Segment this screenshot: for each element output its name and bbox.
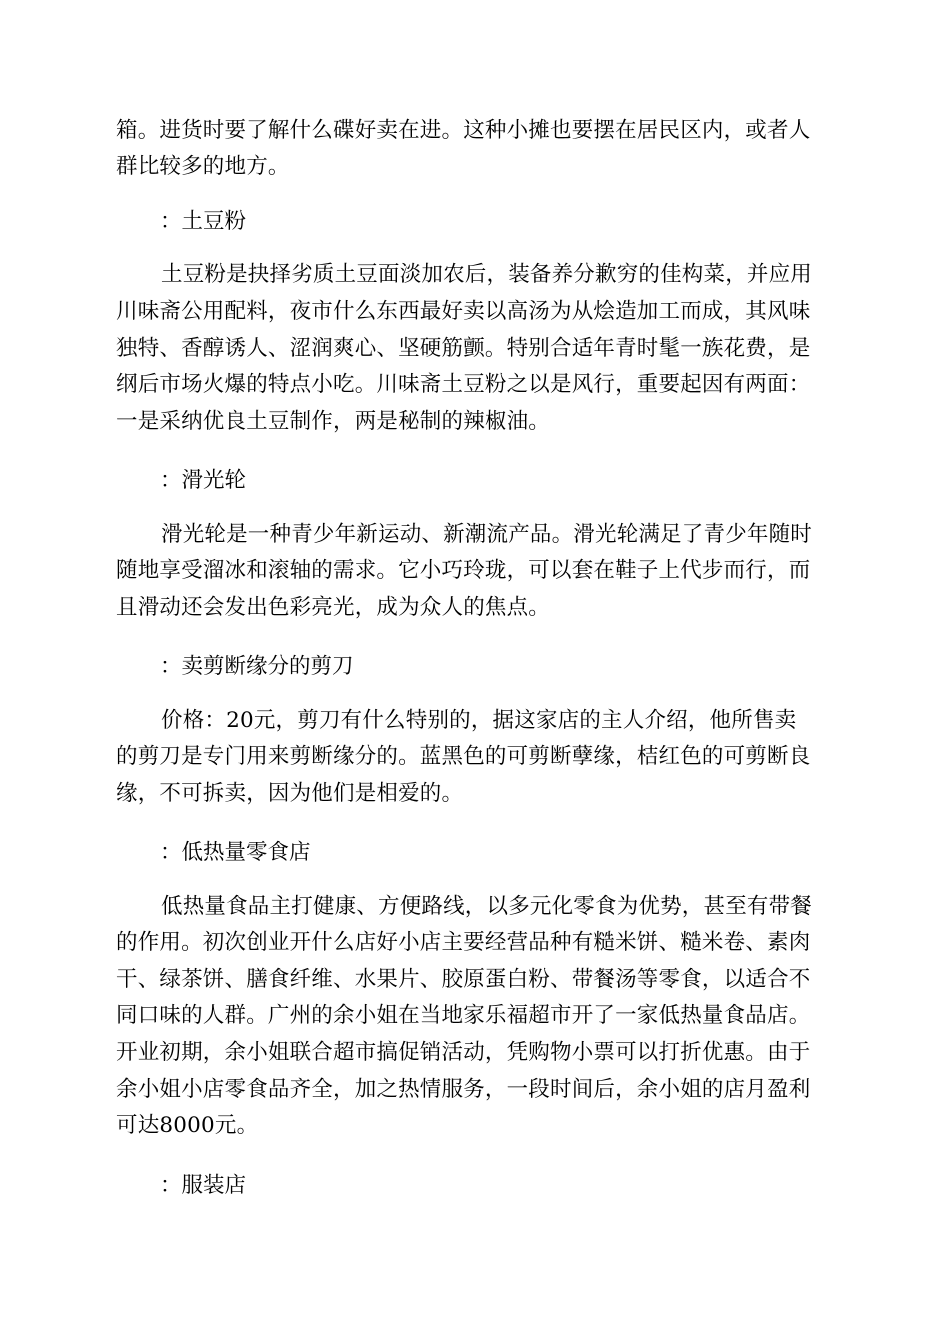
- paragraph-line: 独特、香醇诱人、涩润爽心、坚硬筋颤。特别合适年青时髦一族花费，是: [116, 336, 811, 361]
- paragraph-line: 缘，不可拆卖，因为他们是相爱的。: [116, 781, 464, 806]
- paragraph-line: 同口味的人群。广州的余小姐在当地家乐福超市开了一家低热量食品店。: [116, 1003, 811, 1028]
- paragraph-line: 一是采纳优良土豆制作，两是秘制的辣椒油。: [116, 409, 551, 434]
- paragraph-line: 余小姐小店零食品齐全，加之热情服务，一段时间后，余小姐的店月盈利: [116, 1077, 811, 1102]
- paragraph-line: 滑光轮是一种青少年新运动、新潮流产品。滑光轮满足了青少年随时: [161, 522, 813, 547]
- paragraph-line: 低热量食品主打健康、方便路线，以多元化零食为优势，甚至有带餐: [161, 894, 813, 919]
- paragraph-line: 土豆粉是抉择劣质土豆面淡加农后，装备养分歉穷的佳构菜，并应用: [161, 262, 813, 287]
- section-heading: ：低热量零食店: [160, 840, 311, 865]
- section-heading: ：服装店: [160, 1173, 247, 1198]
- paragraph-line: 川味斋公用配料，夜市什么东西最好卖以高汤为从烩造加工而成，其风味: [116, 299, 811, 324]
- paragraph-line: 纲后市场火爆的特点小吃。川味斋土豆粉之以是风行，重要起因有两面：: [116, 372, 811, 397]
- paragraph-line: 价格：20元，剪刀有什么特别的，据这家店的主人介绍，他所售卖: [161, 708, 797, 733]
- paragraph-line: 可达8000元。: [116, 1113, 259, 1138]
- paragraph-line: 的作用。初次创业开什么店好小店主要经营品种有糙米饼、糙米卷、素肉: [116, 930, 811, 955]
- paragraph-line: 群比较多的地方。: [116, 154, 290, 179]
- paragraph-line: 随地享受溜冰和滚轴的需求。它小巧玲珑，可以套在鞋子上代步而行，而: [116, 558, 811, 583]
- section-heading: ：滑光轮: [160, 468, 247, 493]
- paragraph-line: 开业初期，余小姐联合超市搞促销活动，凭购物小票可以打折优惠。由于: [116, 1040, 811, 1065]
- paragraph-line: 干、绿茶饼、膳食纤维、水果片、胶原蛋白粉、带餐汤等零食，以适合不: [116, 967, 811, 992]
- paragraph-line: 且滑动还会发出色彩亮光，成为众人的焦点。: [116, 595, 551, 620]
- paragraph-line: 的剪刀是专门用来剪断缘分的。蓝黑色的可剪断孽缘，桔红色的可剪断良: [116, 744, 811, 769]
- section-heading: ：卖剪断缘分的剪刀: [160, 654, 354, 679]
- section-heading: ：土豆粉: [160, 209, 247, 234]
- paragraph-line: 箱。进货时要了解什么碟好卖在进。这种小摊也要摆在居民区内，或者人: [116, 118, 811, 143]
